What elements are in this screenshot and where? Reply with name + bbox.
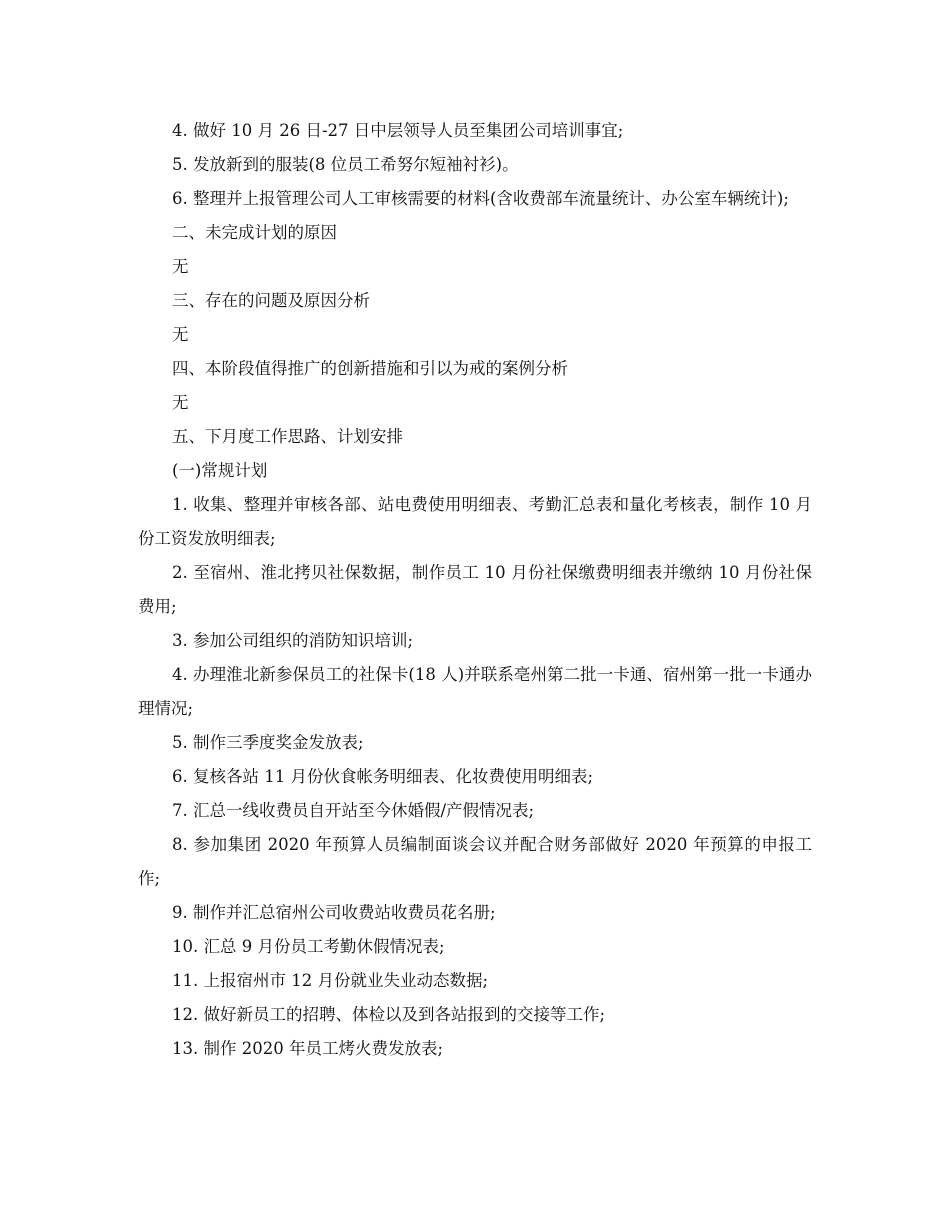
section-heading-next-month-plan: 五、下月度工作思路、计划安排 [172,427,403,446]
plan-item-1: 1. 收集、整理并审核各部、站电费使用明细表、考勤汇总表和量化考核表，制作 10 月份工资发放明细表; [138,495,812,548]
plan-item-2: 2. 至宿州、淮北拷贝社保数据，制作员工 10 月份社保缴费明细表并缴纳 10 月份社保费用; [138,563,812,616]
section-body-none: 无 [172,325,189,344]
document-body [138,114,812,1066]
section-heading-innovations: 四、本阶段值得推广的创新措施和引以为戒的案例分析 [172,359,568,378]
plan-item-3: 3. 参加公司组织的消防知识培训; [172,631,414,650]
plan-item-12: 12. 做好新员工的招聘、体检以及到各站报到的交接等工作; [172,1005,606,1024]
section-heading-unfinished-reasons: 二、未完成计划的原因 [172,223,337,242]
section-heading-problems: 三、存在的问题及原因分析 [172,291,370,310]
plan-item-9: 9. 制作并汇总宿州公司收费站收费员花名册; [172,903,496,922]
plan-item-4: 4. 办理淮北新参保员工的社保卡(18 人)并联系亳州第二批一卡通、宿州第一批一卡通办理情况; [138,665,812,718]
plan-item-13: 13. 制作 2020 年员工烤火费发放表; [172,1039,444,1058]
section-body-none: 无 [172,257,189,276]
paragraph-item-6-materials: 6. 整理并上报管理公司人工审核需要的材料(含收费部车流量统计、办公室车辆统计); [172,189,789,208]
paragraph-item-5-uniforms: 5. 发放新到的服装(8 位员工希努尔短袖衬衫)。 [172,155,519,174]
section-body-none: 无 [172,393,189,412]
plan-item-8: 8. 参加集团 2020 年预算人员编制面谈会议并配合财务部做好 2020 年预算的申报工作; [138,835,812,888]
plan-item-11: 11. 上报宿州市 12 月份就业失业动态数据; [172,971,489,990]
subsection-heading-regular-plan: (一)常规计划 [172,461,268,480]
plan-item-10: 10. 汇总 9 月份员工考勤休假情况表; [172,937,445,956]
paragraph-item-4-training: 4. 做好 10 月 26 日-27 日中层领导人员至集团公司培训事宜; [172,121,624,140]
plan-item-5: 5. 制作三季度奖金发放表; [172,733,364,752]
plan-item-6: 6. 复核各站 11 月份伙食帐务明细表、化妆费使用明细表; [172,767,594,786]
plan-item-7: 7. 汇总一线收费员自开站至今休婚假/产假情况表; [172,801,535,820]
